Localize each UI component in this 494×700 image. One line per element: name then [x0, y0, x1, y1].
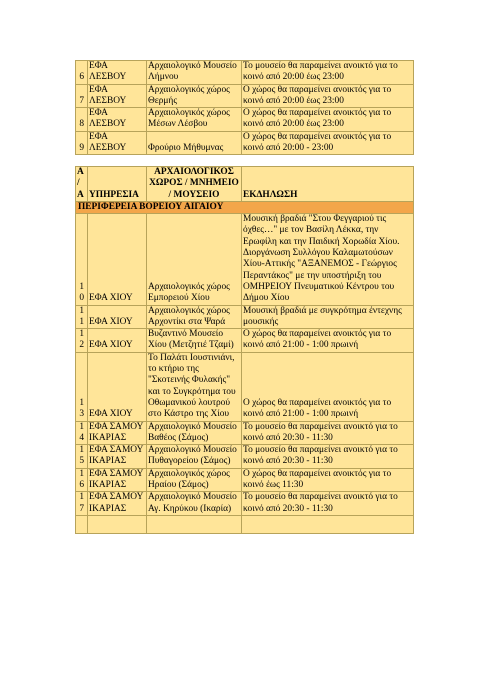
events-table-main [75, 166, 414, 534]
service-cell: ΕΦΑ ΣΑΜΟΥ ΙΚΑΡΙΑΣ [88, 445, 147, 469]
table-row [76, 329, 414, 353]
header-service: ΥΠΗΡΕΣΙΑ [88, 167, 147, 202]
table-row [76, 61, 414, 85]
site-cell: Αρχαιολογικός χώρος Μέσων Λέσβου [147, 108, 242, 132]
region-row [76, 201, 414, 213]
event-cell: Το μουσείο θα παραμείνει ανοικτό για το κοινό από 20:00 έως 23:00 [242, 61, 414, 85]
service-cell: ΕΦΑ ΛΕΣΒΟΥ [88, 84, 147, 108]
event-cell: Το μουσείο θα παραμείνει ανοικτό για το κοινό από 20:30 - 11:30 [242, 445, 414, 469]
num-cell: 11 [76, 305, 88, 329]
table-row [76, 214, 414, 305]
service-cell: ΕΦΑ ΣΑΜΟΥ ΙΚΑΡΙΑΣ [88, 468, 147, 492]
num-cell: 9 [76, 131, 88, 155]
event-cell: Ο χώρος θα παραμείνει ανοικτός για το κοινό από 20:00 - 23:00 [242, 131, 414, 155]
service-cell: ΕΦΑ ΧΙΟΥ [88, 352, 147, 421]
num-cell: 8 [76, 108, 88, 132]
site-cell: Αρχαιολογικό Μουσείο Βαθέος (Σάμος) [147, 421, 242, 445]
event-cell: Ο χώρος θα παραμείνει ανοικτός για το κοινό από 21:00 - 1:00 πρωινή [242, 352, 414, 421]
table-row [76, 352, 414, 421]
num-cell: 15 [76, 445, 88, 469]
event-cell: Ο χώρος θα παραμείνει ανοικτός για το κοινό από 20:00 έως 23:00 [242, 108, 414, 132]
event-cell: Το μουσείο θα παραμείνει ανοικτό για το κοινό από 20:30 - 11:30 [242, 421, 414, 445]
table-row [76, 492, 414, 516]
header-event: ΕΚΔΗΛΩΣΗ [242, 167, 414, 202]
region-title: ΠΕΡΙΦΕΡΕΙΑ ΒΟΡΕΙΟΥ ΑΙΓΑΙΟΥ [76, 201, 414, 213]
site-cell: Αρχαιολογικό Μουσείο Αγ. Κηρύκου (Ικαρία) [147, 492, 242, 516]
table-row [76, 84, 414, 108]
empty-row [76, 515, 414, 533]
event-cell: Ο χώρος θα παραμείνει ανοικτός για το κοινό από 21:00 - 1:00 πρωινή [242, 329, 414, 353]
service-cell: ΕΦΑ ΧΙΟΥ [88, 329, 147, 353]
table-row [76, 305, 414, 329]
site-cell: Φρούριο Μήθυμνας [147, 131, 242, 155]
table-row [76, 131, 414, 155]
service-cell: ΕΦΑ ΧΙΟΥ [88, 214, 147, 305]
num-cell: 14 [76, 421, 88, 445]
num-cell: 7 [76, 84, 88, 108]
service-cell: ΕΦΑ ΛΕΣΒΟΥ [88, 131, 147, 155]
num-cell: 16 [76, 468, 88, 492]
service-cell: ΕΦΑ ΣΑΜΟΥ ΙΚΑΡΙΑΣ [88, 421, 147, 445]
num-cell: 10 [76, 214, 88, 305]
table-row [76, 108, 414, 132]
site-cell: Αρχαιολογικός χώρος Εμπορειού Χίου [147, 214, 242, 305]
num-cell: 6 [76, 61, 88, 85]
site-cell: Το Παλάτι Ιουστινιάνι, το κτήριο της "Σκοτεινής Φυλακής" και το Συγκρότημα του Οθωμανικού λουτρού στο Κάστρο της Χίου [147, 352, 242, 421]
service-cell: ΕΦΑ ΧΙΟΥ [88, 305, 147, 329]
site-cell: Αρχαιολογικό Μουσείο Λήμνου [147, 61, 242, 85]
header-site: ΑΡΧΑΙΟΛΟΓΙΚΟΣ ΧΩΡΟΣ / ΜΝΗΜΕΙΟ / ΜΟΥΣΕΙΟ [147, 167, 242, 202]
event-cell: Ο χώρος θα παραμείνει ανοικτός για το κοινό από 20:00 έως 23:00 [242, 84, 414, 108]
table-row [76, 445, 414, 469]
site-cell: Αρχαιολογικό Μουσείο Πυθαγορείου (Σάμος) [147, 445, 242, 469]
service-cell: ΕΦΑ ΛΕΣΒΟΥ [88, 108, 147, 132]
site-cell: Αρχαιολογικός χώρος Ηραίου (Σάμος) [147, 468, 242, 492]
table-row [76, 468, 414, 492]
event-cell: Μουσική βραδιά με συγκρότημα έντεχνης μουσικής [242, 305, 414, 329]
service-cell: ΕΦΑ ΣΑΜΟΥ ΙΚΑΡΙΑΣ [88, 492, 147, 516]
header-row [76, 167, 414, 202]
num-cell: 12 [76, 329, 88, 353]
num-cell: 17 [76, 492, 88, 516]
table-row [76, 421, 414, 445]
event-cell: Μουσική βραδιά "Στου Φεγγαριού τις όχθες…" με τον Βασίλη Λέκκα, την Ερωφίλη και την Παιδική Χορωδία Χίου. Διοργάνωση Συλλόγου Καλαμωτούσων Χίου-Αττικής "ΑΞΑΝΕΜΟΣ - Γεώργιος Περαντάκος" με την υποστήριξη του ΟΜΗΡΕΙΟΥ Πνευματικού Κέντρου του Δήμου Χίου [242, 214, 414, 305]
site-cell: Αρχαιολογικός χώρος Αρχοντίκι στα Ψαρά [147, 305, 242, 329]
site-cell: Αρχαιολογικός χώρος Θερμής [147, 84, 242, 108]
num-cell: 13 [76, 352, 88, 421]
site-cell: Βυζαντινό Μουσείο Χίου (Μετζητιέ Τζαμί) [147, 329, 242, 353]
header-num: Α/Α [76, 167, 88, 202]
event-cell: Ο χώρος θα παραμείνει ανοικτός για το κοινό έως 11:30 [242, 468, 414, 492]
event-cell: Το μουσείο θα παραμείνει ανοικτό για το κοινό από 20:30 - 11:30 [242, 492, 414, 516]
events-table-top [75, 60, 414, 155]
service-cell: ΕΦΑ ΛΕΣΒΟΥ [88, 61, 147, 85]
